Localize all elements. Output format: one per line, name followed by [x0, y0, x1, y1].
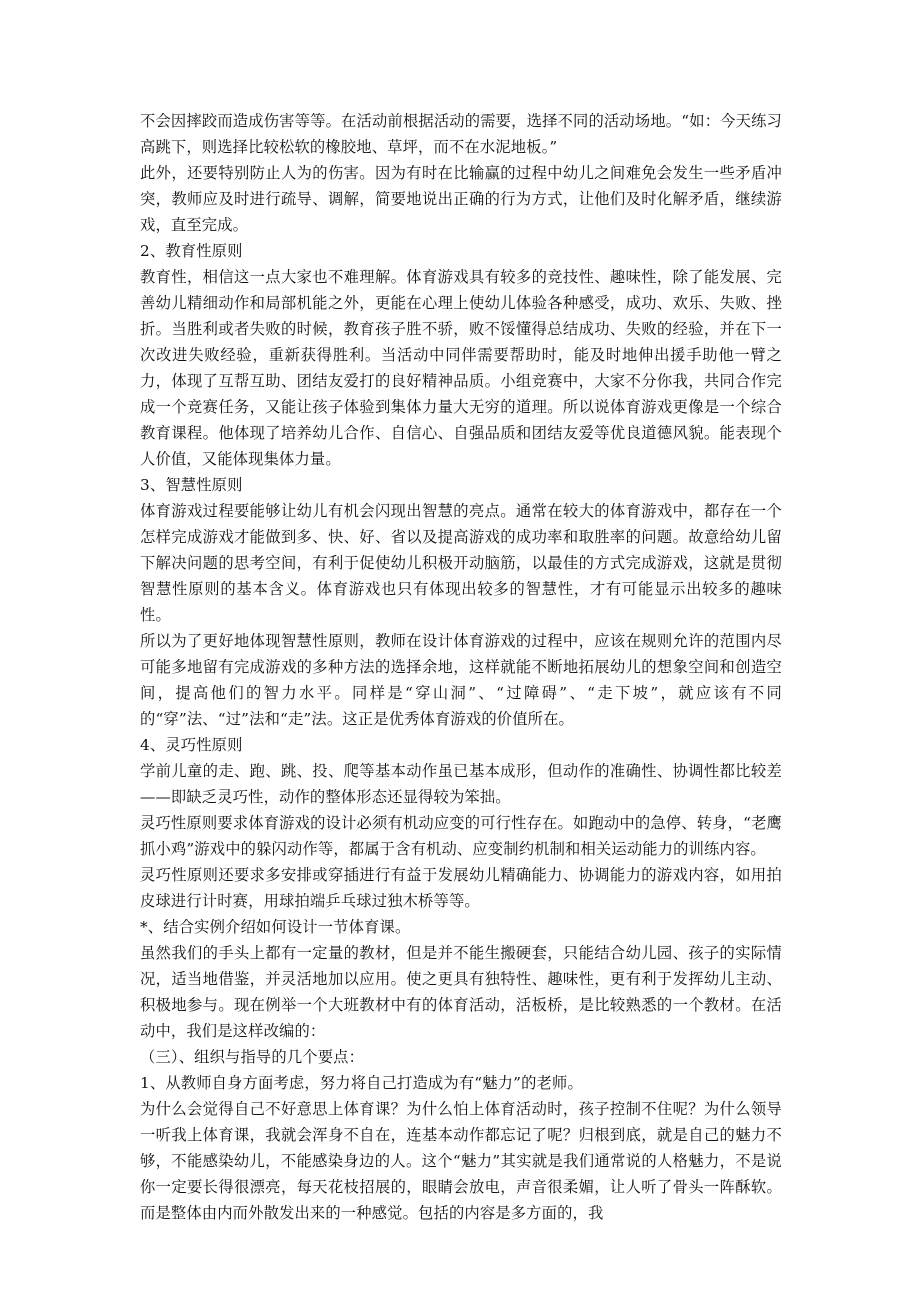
heading-example-design: *、结合实例介绍如何设计一节体育课。 [140, 918, 411, 936]
paragraph-wisdom-1: 体育游戏过程要能够让幼儿有机会闪现出智慧的亮点。通常在较大的体育游戏中，都存在一个怎样完成游戏才能做到多、快、好、省以及提高游戏的成功率和取胜率的问题。故意给幼儿留下解决问题的思考空间，有利于促使幼儿积极开动脑筋，以最佳的方式完成游戏，这就是贯彻智慧性原则的基本含义。体育游戏也只有体现出较多的智慧性，才有可能显示出较多的趣味性。 [140, 502, 782, 624]
paragraph-agility-1: 学前儿童的走、跑、跳、投、爬等基本动作虽已基本成形，但动作的准确性、协调性都比较差——即缺乏灵巧性，动作的整体形态还显得较为笨拙。 [140, 762, 782, 806]
paragraph-safety-venue: 不会因摔跤而造成伤害等等。在活动前根据活动的需要，选择不同的活动场地。“如：今天练习高跳下，则选择比较松软的橡胶地、草坪，而不在水泥地板。” [140, 112, 782, 156]
paragraph-wisdom-2: 所以为了更好地体现智慧性原则，教师在设计体育游戏的过程中，应该在规则允许的范围内尽可能多地留有完成游戏的多种方法的选择余地，这样就能不断地拓展幼儿的想象空间和创造空间，提高他们的智力水平。同样是“穿山洞”、“过障碍”、“走下坡”，就应该有不同的“穿”法、“过”法和“走”法。这正是优秀体育游戏的价值所在。 [140, 632, 782, 728]
paragraph-human-injury: 此外，还要特别防止人为的伤害。因为有时在比输赢的过程中幼儿之间难免会发生一些矛盾冲突，教师应及时进行疏导、调解，简要地说出正确的行为方式，让他们及时化解矛盾，继续游戏，直至完成。 [140, 164, 782, 234]
paragraph-example: 虽然我们的手头上都有一定量的教材，但是并不能生搬硬套，只能结合幼儿园、孩子的实际情况，适当地借鉴，并灵活地加以应用。使之更具有独特性、趣味性，更有利于发挥幼儿主动、积极地参与。现在例举一个大班教材中有的体育活动，活板桥，是比较熟悉的一个教材。在活动中，我们是这样改编的： [140, 944, 782, 1040]
heading-educational-principle: 2、教育性原则 [140, 242, 243, 260]
paragraph-agility-3: 灵巧性原则还要求多安排或穿插进行有益于发展幼儿精确能力、协调能力的游戏内容，如用拍皮球进行计时赛，用球拍端乒乓球过独木桥等等。 [140, 866, 782, 910]
heading-teacher-charm: 1、从教师自身方面考虑，努力将自己打造成为有“魅力”的老师。 [140, 1074, 583, 1092]
paragraph-educational: 教育性，相信这一点大家也不难理解。体育游戏具有较多的竞技性、趣味性，除了能发展、完善幼儿精细动作和局部机能之外，更能在心理上使幼儿体验各种感受，成功、欢乐、失败、挫折。当胜利或者失败的时候，教育孩子胜不骄，败不馁懂得总结成功、失败的经验，并在下一次改进失败经验，重新获得胜利。当活动中同伴需要帮助时，能及时地伸出援手助他一臂之力，体现了互帮互助、团结友爱打的良好精神品质。小组竞赛中，大家不分你我，共同合作完成一个竞赛任务，又能让孩子体验到集体力量大无穷的道理。所以说体育游戏更像是一个综合教育课程。他体现了培养幼儿合作、自信心、自强品质和团结友爱等优良道德风貌。能表现个人价值，又能体现集体力量。 [140, 268, 782, 468]
heading-wisdom-principle: 3、智慧性原则 [140, 476, 243, 494]
paragraph-charm: 为什么会觉得自己不好意思上体育课？为什么怕上体育活动时，孩子控制不住呢？为什么领导一听我上体育课，我就会浑身不自在，连基本动作都忘记了呢？归根到底，就是自己的魅力不够，不能感染幼儿，不能感染身边的人。这个“魅力”其实就是我们通常说的人格魅力，不是说你一定要长得很漂亮，每天花枝招展的，眼睛会放电，声音很柔媚，让人听了骨头一阵酥软。而是整体由内而外散发出来的一种感觉。包括的内容是多方面的，我 [140, 1100, 782, 1222]
document-page [140, 108, 782, 1226]
paragraph-agility-2: 灵巧性原则要求体育游戏的设计必须有机动应变的可行性存在。如跑动中的急停、转身，“老鹰抓小鸡”游戏中的躲闪动作等，都属于含有机动、应变制约机制和相关运动能力的训练内容。 [140, 814, 782, 858]
heading-organization: （三）、组织与指导的几个要点： [140, 1048, 365, 1066]
heading-agility-principle: 4、灵巧性原则 [140, 736, 243, 754]
